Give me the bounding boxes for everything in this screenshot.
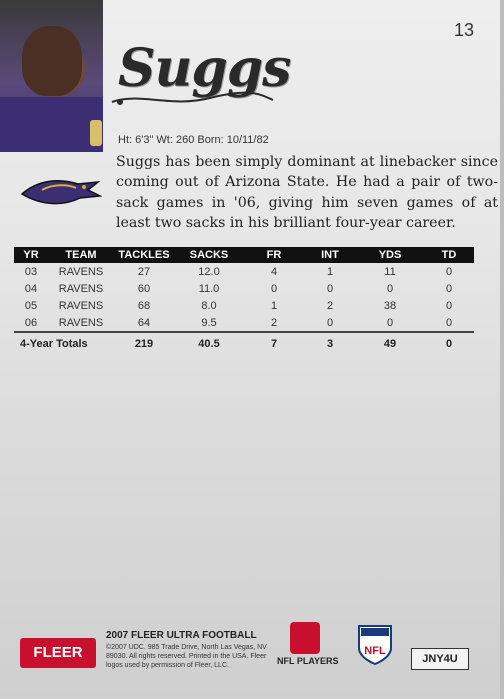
cell-team: RAVENS (58, 316, 104, 329)
table-row (14, 314, 474, 332)
cell-yds: 11 (384, 265, 396, 278)
jersey-patch (90, 120, 102, 146)
cell-sacks: 12.0 (198, 265, 220, 278)
table-row (14, 280, 474, 297)
cell-yds: 0 (386, 316, 394, 329)
cell-team: RAVENS (58, 299, 104, 312)
cell-yr: 05 (24, 299, 38, 312)
cell-yr: 03 (24, 265, 38, 278)
header-fr: FR (266, 249, 282, 261)
cell-td: 0 (445, 265, 453, 278)
cell-fr: 0 (270, 282, 278, 295)
player-blurb: Suggs has been simply dominant at linebacker since coming out of Arizona State. He had a pair of two-sack games in '06, giving him seven games of at least two sacks in his brilliant four-year career. (116, 154, 498, 231)
header-yds: YDS (378, 249, 402, 261)
totals-yds: 49 (356, 332, 424, 355)
header-int: INT (321, 249, 339, 261)
cell-yds: 38 (383, 299, 397, 312)
header-tackles: TACKLES (118, 249, 170, 261)
fleer-logo: FLEER (20, 638, 96, 668)
totals-tackles: 219 (114, 332, 174, 355)
cell-int: 2 (326, 299, 334, 312)
nfl-shield-icon (357, 622, 393, 666)
cell-sacks: 11.0 (198, 282, 220, 295)
cell-yr: 04 (24, 282, 38, 295)
stats-table (14, 247, 474, 355)
totals-td: 0 (424, 332, 474, 355)
totals-sacks: 40.5 (174, 332, 244, 355)
cell-fr: 1 (270, 299, 278, 312)
player-jersey (0, 97, 103, 152)
player-face (22, 26, 82, 96)
cell-fr: 4 (270, 265, 278, 278)
cell-td: 0 (445, 299, 453, 312)
header-team: TEAM (65, 249, 97, 261)
player-photo (0, 0, 103, 152)
player-name: Suggs (118, 38, 291, 99)
card-number: 13 (453, 20, 474, 40)
header-sacks: SACKS (189, 249, 229, 261)
nfl-players-logo-icon (290, 622, 320, 654)
header-yr: YR (23, 249, 39, 261)
cell-sacks: 9.5 (201, 316, 217, 329)
cell-tackles: 60 (137, 282, 151, 295)
cell-int: 0 (326, 282, 334, 295)
cell-yr: 06 (24, 316, 38, 329)
totals-int: 3 (304, 332, 356, 355)
table-row (14, 297, 474, 314)
cell-int: 0 (326, 316, 334, 329)
card-code: JNY4U (411, 648, 469, 670)
cell-tackles: 68 (137, 299, 151, 312)
ravens-logo-icon (18, 170, 102, 214)
cell-fr: 2 (270, 316, 278, 329)
cell-tackles: 27 (137, 265, 151, 278)
cell-int: 1 (326, 265, 334, 278)
cell-team: RAVENS (58, 265, 104, 278)
cell-td: 0 (445, 316, 453, 329)
cell-sacks: 8.0 (201, 299, 217, 312)
cell-yds: 0 (386, 282, 394, 295)
table-row (14, 263, 474, 280)
name-swash-decoration (110, 90, 275, 110)
stats-header-row (14, 247, 474, 263)
cell-team: RAVENS (58, 282, 104, 295)
totals-row (14, 332, 474, 355)
cell-tackles: 64 (137, 316, 151, 329)
set-title: 2007 FLEER ULTRA FOOTBALL (106, 630, 257, 641)
totals-label: 4-Year Totals (14, 332, 114, 355)
legal-text: ©2007 UDC. 985 Trade Drive, North Las Vegas, NV 89030. All rights reserved. Printed in the USA. Fleer logos used by permission of Fleer, LLC. (106, 644, 267, 669)
card-edge (500, 0, 504, 699)
header-td: TD (441, 249, 457, 261)
nfl-shield-label: NFL (364, 645, 386, 657)
cell-td: 0 (445, 282, 453, 295)
totals-fr: 7 (244, 332, 304, 355)
player-bio-line: Ht: 6'3" Wt: 260 Born: 10/11/82 (118, 134, 269, 146)
nfl-players-label: NFL PLAYERS (277, 656, 339, 666)
